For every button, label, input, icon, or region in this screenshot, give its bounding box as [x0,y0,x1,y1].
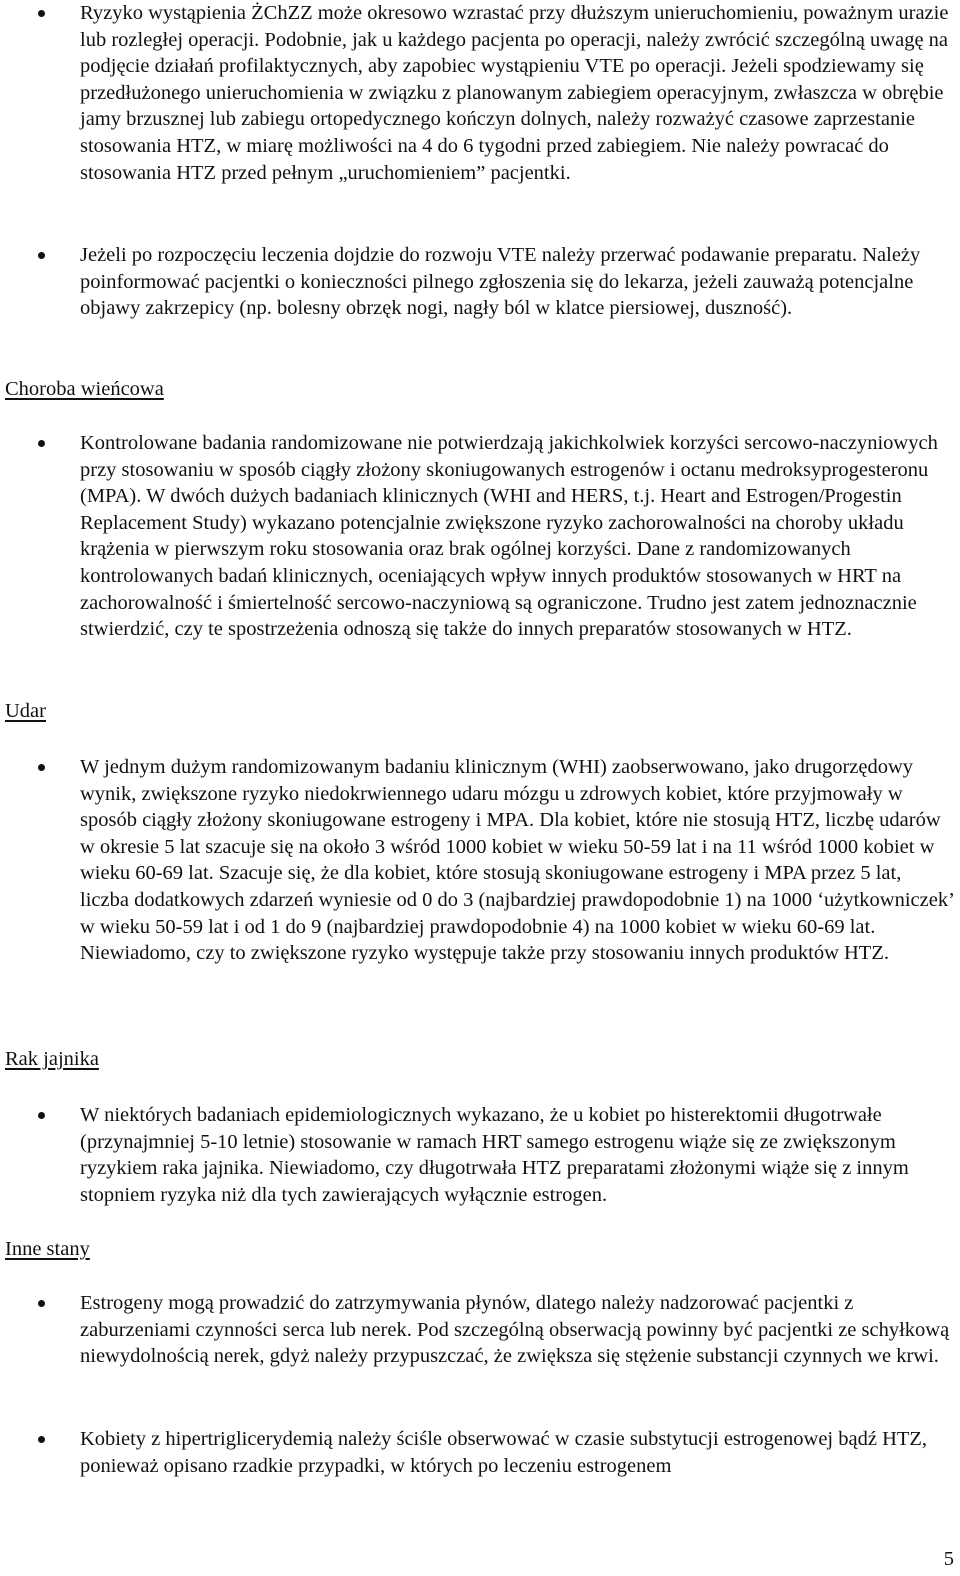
other-bullet-item-1 [80,1290,955,1370]
ovarian-bullet-item [80,1102,955,1208]
bullet-icon [38,440,45,447]
bullet-icon [38,1300,45,1307]
bullet-icon [38,10,45,17]
vte-bullet-item-1 [80,0,955,186]
coronary-bullet-item [80,430,955,643]
coronary-paragraph: Kontrolowane badania randomizowane nie potwierdzają jakichkolwiek korzyści sercowo-naczyniowych przy stosowaniu w sposób ciągły złożony skoniugowanych estrogenów i octanu medroksyprogesteronu (MPA). W dwóch dużych badaniach klinicznych (WHI and HERS, t.j. Heart and Estrogen/Progestin Replacement Study) wykazano potencjalnie zwiększone ryzyko zachorowalności na choroby układu krążenia w pierwszym roku stosowania oraz brak ogólnej korzyści. Dane z randomizowanych kontrolowanych badań klinicznych, oceniających wpływ innych produktów stosowanych w HRT na zachorowalność i śmiertelność sercowo-naczyniową są ograniczone. Trudno jest zatem jednoznacznie stwierdzić, czy te spostrzeżenia odnoszą się także do innych preparatów stosowanych w HTZ. [80,432,938,641]
bullet-icon [38,1436,45,1443]
vte-bullet-item-2 [80,242,955,322]
other-bullet-item-2 [80,1426,955,1479]
bullet-icon [38,1112,45,1119]
heading-other-conditions: Inne stany [5,1238,90,1260]
heading-stroke: Udar [5,700,46,722]
other-paragraph-2: Kobiety z hipertriglicerydemią należy ściśle obserwować w czasie substytucji estrogenowej bądź HTZ, ponieważ opisano rzadkie przypadki, w których po leczeniu estrogenem [80,1428,928,1477]
bullet-icon [38,764,45,771]
bullet-icon [38,252,45,259]
stroke-paragraph: W jednym dużym randomizowanym badaniu klinicznym (WHI) zaobserwowano, jako drugorzędowy wynik, zwiększone ryzyko niedokrwiennego udaru mózgu u zdrowych kobiet, które przyjmowały w sposób ciągły złożony skoniugowane estrogeny i MPA. Dla kobiet, które nie stosują HTZ, liczbę udarów w okresie 5 lat szacuje się na około 3 wśród 1000 kobiet w wieku 50-59 lat i na 11 wśród 1000 kobiet w wieku 60-69 lat. Szacuje się, że dla kobiet, które stosują skoniugowane estrogeny i MPA przez 5 lat, liczba dodatkowych zdarzeń wyniesie od 0 do 3 (najbardziej prawdopodobnie 1) na 1000 ‘użytkowniczek’ w wieku 50-59 lat i od 1 do 9 (najbardziej prawdopodobnie 4) na 1000 kobiet w wieku 60-69 lat. Niewiadomo, czy to zwiększone ryzyko występuje także przy stosowaniu innych produktów HTZ. [80,756,954,965]
page-number: 5 [943,1548,954,1570]
heading-ovarian-cancer: Rak jajnika [5,1048,99,1070]
other-paragraph-1: Estrogeny mogą prowadzić do zatrzymywania płynów, dlatego należy nadzorować pacjentki z zaburzeniami czynności serca lub nerek. Pod szczególną obserwacją powinny być pacjentki ze schyłkową niewydolnością nerek, gdyż należy przypuszczać, że zwiększa się stężenie substancji czynnych we krwi. [80,1292,950,1368]
heading-coronary-disease: Choroba wieńcowa [5,378,164,400]
ovarian-paragraph: W niektórych badaniach epidemiologicznych wykazano, że u kobiet po histerektomii długotrwałe (przynajmniej 5-10 letnie) stosowanie w ramach HRT samego estrogenu wiąże się ze zwiększonym ryzykiem raka jajnika. Niewiadomo, czy długotrwała HTZ preparatami złożonymi wiąże się z innym stopniem ryzyka niż dla tych zawierających wyłącznie estrogen. [80,1104,909,1206]
vte-paragraph-1: Ryzyko wystąpienia ŻChZZ może okresowo wzrastać przy dłuższym unieruchomieniu, poważnym urazie lub rozległej operacji. Podobnie, jak u każdego pacjenta po operacji, należy zwrócić szczególną uwagę na podjęcie działań profilaktycznych, aby zapobiec wystąpieniu VTE po operacji. Jeżeli spodziewamy się przedłużonego unieruchomienia w związku z planowanym zabiegiem operacyjnym, zwłaszcza w obrębie jamy brzusznej lub zabiegu ortopedycznego kończyn dolnych, należy rozważyć czasowe zaprzestanie stosowania HTZ, w miarę możliwości na 4 do 6 tygodni przed zabiegiem. Nie należy powracać do stosowania HTZ przed pełnym „uruchomieniem” pacjentki. [80,2,949,184]
stroke-bullet-item [80,754,955,967]
vte-paragraph-2: Jeżeli po rozpoczęciu leczenia dojdzie do rozwoju VTE należy przerwać podawanie preparatu. Należy poinformować pacjentki o konieczności pilnego zgłoszenia się do lekarza, jeżeli zauważą potencjalne objawy zakrzepicy (np. bolesny obrzęk nogi, nagły ból w klatce piersiowej, duszność). [80,244,921,320]
